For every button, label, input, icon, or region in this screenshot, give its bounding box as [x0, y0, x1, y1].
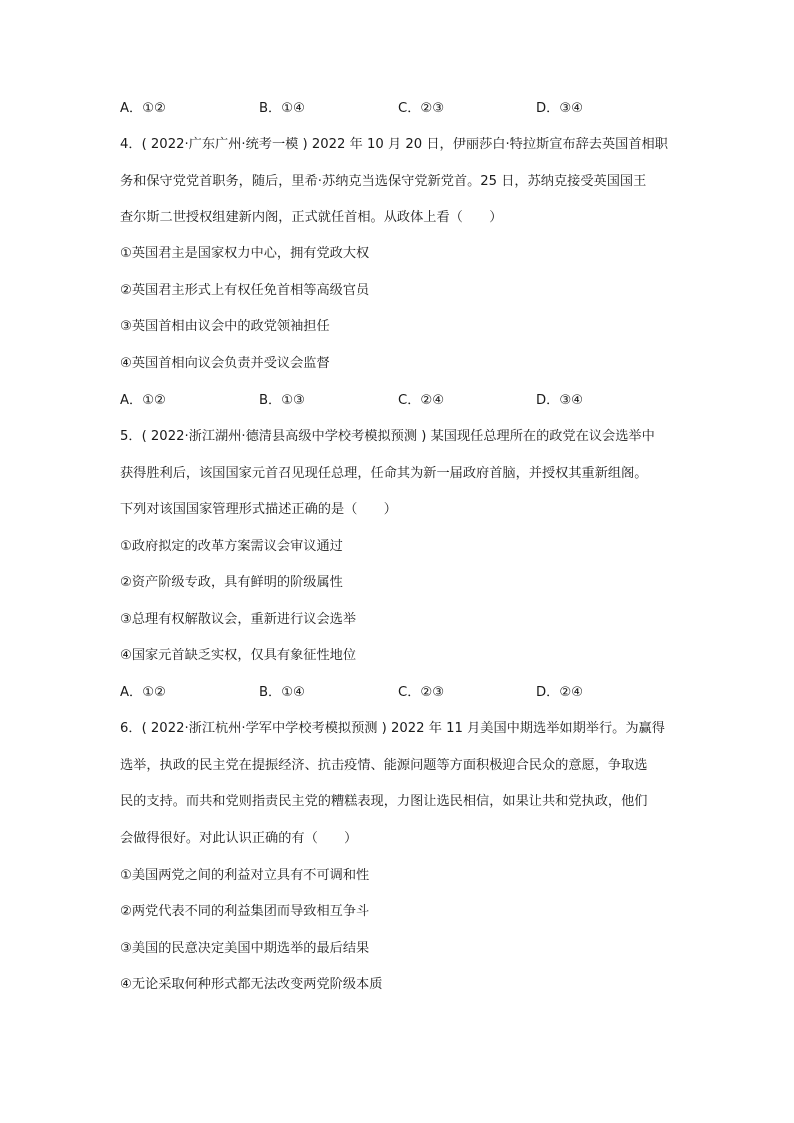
- q5-options: [120, 684, 680, 702]
- q5-stem-line-1: 5．( 2022·浙江湖州·德清县高级中学校考模拟预测 ) 某国现任总理所在的政党在议会选举中: [120, 429, 655, 444]
- q3-option-a[interactable]: A．①②: [120, 101, 166, 116]
- q4-statement-4: ④英国首相向议会负责并受议会监督: [120, 356, 330, 371]
- q4-options: [120, 392, 680, 410]
- q4-stem-line-3: 查尔斯二世授权组建新内阁，正式就任首相。从政体上看（ ）: [120, 210, 503, 225]
- q6-statement-1: ①美国两党之间的利益对立具有不可调和性: [120, 868, 370, 883]
- q4-option-b[interactable]: B．①③: [259, 393, 305, 408]
- q6-stem-line-1: 6．( 2022·浙江杭州·学军中学校考模拟预测 ) 2022 年 11 月美国中期选举如期举行。为赢得: [120, 721, 665, 736]
- q5-option-c[interactable]: C．②③: [398, 685, 445, 700]
- q4-stem-line-1: 4．( 2022·广东广州·统考一模 ) 2022 年 10 月 20 日，伊丽莎白·特拉斯宣布辞去英国首相职: [120, 137, 668, 152]
- q5-stem-line-3: 下列对该国国家管理形式描述正确的是（ ）: [120, 502, 397, 517]
- q5-option-b[interactable]: B．①④: [259, 685, 305, 700]
- q3-options: [120, 100, 680, 118]
- q5-stem-line-2: 获得胜利后，该国国家元首召见现任总理，任命其为新一届政府首脑，并授权其重新组阁。: [120, 466, 648, 481]
- q3-option-b[interactable]: B．①④: [259, 101, 305, 116]
- q4-stem-line-2: 务和保守党党首职务，随后，里希·苏纳克当选保守党新党首。25 日，苏纳克接受英国国王: [120, 174, 647, 189]
- q4-statement-3: ③英国首相由议会中的政党领袖担任: [120, 319, 330, 334]
- q3-option-c[interactable]: C．②③: [398, 101, 445, 116]
- q4-statement-1: ①英国君主是国家权力中心，拥有党政大权: [120, 246, 370, 261]
- q5-statement-2: ②资产阶级专政，具有鲜明的阶级属性: [120, 575, 343, 590]
- q5-statement-3: ③总理有权解散议会，重新进行议会选举: [120, 612, 357, 627]
- q6-statement-4: ④无论采取何种形式都无法改变两党阶级本质: [120, 977, 383, 992]
- q6-stem-line-3: 民的支持。而共和党则指责民主党的糟糕表现，力图让选民相信，如果让共和党执政，他们: [120, 794, 648, 809]
- q5-option-d[interactable]: D．②④: [536, 685, 583, 700]
- q5-option-a[interactable]: A．①②: [120, 685, 166, 700]
- q4-option-a[interactable]: A．①②: [120, 393, 166, 408]
- q6-stem-line-4: 会做得很好。对此认识正确的有（ ）: [120, 831, 358, 846]
- q4-option-c[interactable]: C．②④: [398, 393, 445, 408]
- q5-statement-4: ④国家元首缺乏实权，仅具有象征性地位: [120, 648, 357, 663]
- q6-statement-3: ③美国的民意决定美国中期选举的最后结果: [120, 941, 370, 956]
- q3-option-d[interactable]: D．③④: [536, 101, 583, 116]
- q6-stem-line-2: 选举，执政的民主党在提振经济、抗击疫情、能源问题等方面积极迎合民众的意愿，争取选: [120, 758, 648, 773]
- q5-statement-1: ①政府拟定的改革方案需议会审议通过: [120, 539, 343, 554]
- q4-option-d[interactable]: D．③④: [536, 393, 583, 408]
- q4-statement-2: ②英国君主形式上有权任免首相等高级官员: [120, 283, 370, 298]
- q6-statement-2: ②两党代表不同的利益集团而导致相互争斗: [120, 904, 370, 919]
